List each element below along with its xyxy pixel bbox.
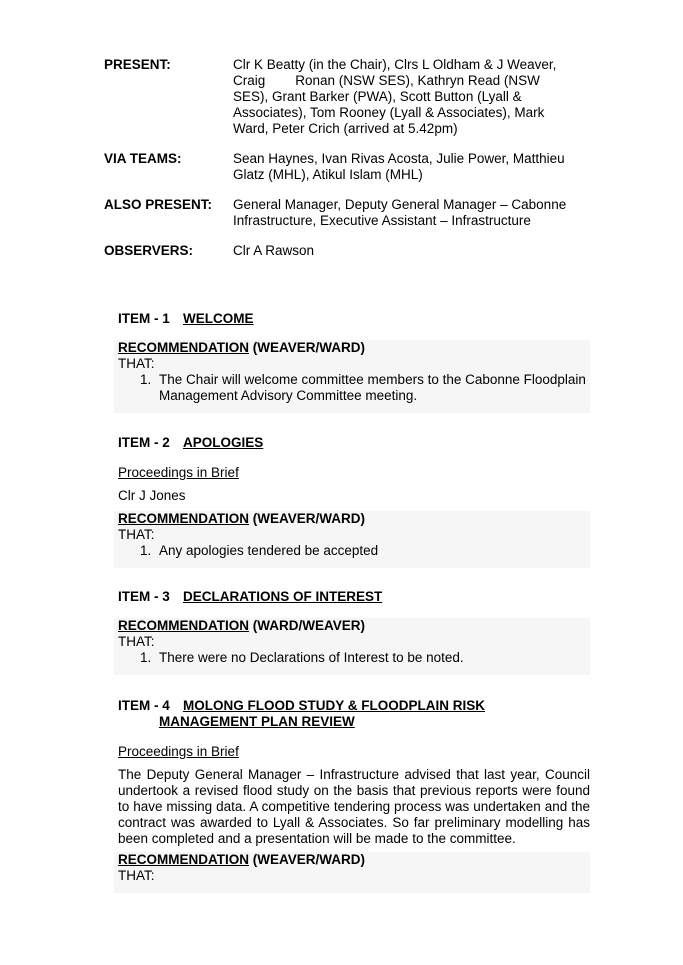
list-text: The Chair will welcome committee members to the Cabonne Floodplain Management Advisory Committee meeting.	[159, 372, 586, 403]
recommendation-label: RECOMMENDATION	[118, 618, 249, 633]
via-teams-label: VIA TEAMS:	[104, 151, 182, 166]
recommendation-label: RECOMMENDATION	[118, 511, 249, 526]
recommendation-movers: (WARD/WEAVER)	[249, 618, 365, 633]
recommendation-list	[118, 543, 590, 559]
item-4-heading	[118, 698, 590, 730]
item-4-recommendation	[114, 852, 590, 893]
item-3-title: DECLARATIONS OF INTEREST	[183, 589, 383, 604]
list-number: 1.	[140, 650, 152, 665]
item-4-number: ITEM - 4	[118, 698, 170, 713]
attendance-row-also-present	[104, 197, 584, 229]
item-1-recommendation	[114, 340, 590, 413]
item-3-number: ITEM - 3	[118, 589, 170, 604]
recommendation-movers: (WEAVER/WARD)	[249, 340, 365, 355]
recommendation-title	[118, 852, 590, 868]
recommendation-movers: (WEAVER/WARD)	[249, 511, 365, 526]
that-label: THAT:	[118, 527, 155, 542]
list-text: Any apologies tendered be accepted	[159, 543, 379, 558]
recommendation-title	[118, 618, 590, 634]
list-item	[140, 543, 590, 559]
that-label: THAT:	[118, 634, 155, 649]
present-value: Clr K Beatty (in the Chair), Clrs L Oldham & J Weaver, Craig Ronan (NSW SES), Kathryn Read (NSW SES), Grant Barker (PWA), Scott Button (Lyall & Associates), Tom Rooney (Lyall & Associates), Mark Ward, Peter Crich (arrived at 5.42pm)	[233, 57, 561, 136]
item-1-section	[118, 311, 590, 413]
item-1-number: ITEM - 1	[118, 311, 170, 326]
recommendation-list	[118, 650, 590, 666]
item-2-section	[118, 435, 590, 568]
proceedings-in-brief: Proceedings in Brief	[118, 744, 239, 759]
list-number: 1.	[140, 543, 152, 558]
item-3-section	[118, 589, 590, 675]
observers-label: OBSERVERS:	[104, 243, 194, 258]
item-2-body: Clr J Jones	[118, 488, 186, 503]
item-2-recommendation	[114, 511, 590, 568]
list-text: There were no Declarations of Interest to be noted.	[159, 650, 464, 665]
also-present-label: ALSO PRESENT:	[104, 197, 213, 212]
item-3-heading	[118, 589, 590, 605]
that-label: THAT:	[118, 868, 155, 883]
attendance-section	[104, 57, 584, 273]
recommendation-title	[118, 340, 590, 356]
present-label: PRESENT:	[104, 57, 171, 72]
recommendation-movers: (WEAVER/WARD)	[249, 852, 365, 867]
that-label: THAT:	[118, 356, 155, 371]
item-4-section	[118, 698, 590, 893]
item-2-number: ITEM - 2	[118, 435, 170, 450]
item-1-title: WELCOME	[183, 311, 254, 326]
attendance-row-via-teams	[104, 151, 584, 183]
item-2-heading	[118, 435, 590, 451]
item-4-title: MOLONG FLOOD STUDY & FLOODPLAIN RISK	[183, 698, 485, 713]
observers-value: Clr A Rawson	[233, 243, 315, 258]
item-1-heading	[118, 311, 590, 327]
item-4-title-line2: MANAGEMENT PLAN REVIEW	[159, 714, 355, 729]
list-item	[140, 372, 590, 404]
attendance-row-observers	[104, 243, 584, 259]
list-item	[140, 650, 590, 666]
item-2-title: APOLOGIES	[183, 435, 264, 450]
item-3-recommendation	[114, 618, 590, 675]
recommendation-list	[118, 372, 590, 404]
item-4-body: The Deputy General Manager – Infrastructure advised that last year, Council undertook a revised flood study on the basis that previous reports were found to have missing data. A competitive tendering process was undertaken and the contract was awarded to Lyall & Associates. So far preliminary modelling has been completed and a presentation will be made to the committee.	[118, 767, 590, 846]
recommendation-label: RECOMMENDATION	[118, 852, 249, 867]
recommendation-label: RECOMMENDATION	[118, 340, 249, 355]
recommendation-title	[118, 511, 590, 527]
also-present-value: General Manager, Deputy General Manager – Cabonne Infrastructure, Executive Assistant – Infrastructure	[233, 197, 567, 228]
attendance-row-present	[104, 57, 584, 137]
proceedings-in-brief: Proceedings in Brief	[118, 465, 239, 480]
list-number: 1.	[140, 372, 152, 387]
via-teams-value: Sean Haynes, Ivan Rivas Acosta, Julie Power, Matthieu Glatz (MHL), Atikul Islam (MHL)	[233, 151, 565, 182]
